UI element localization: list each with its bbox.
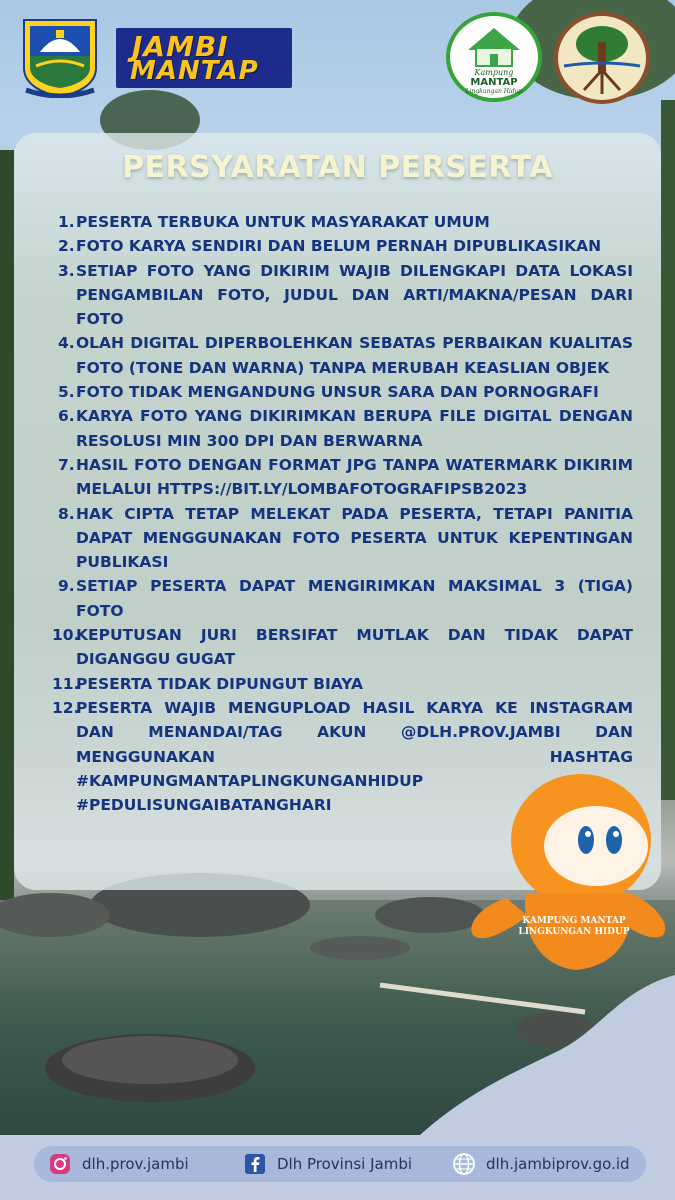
requirement-text: HAK CIPTA TETAP MELEKAT PADA PESERTA, TETAPI PANITIA DAPAT MENGGUNAKAN FOTO PESERTA UNTUK KEPENTINGAN PUBLIKASI [76, 504, 633, 572]
kampung-mantap-logo [446, 12, 542, 102]
requirement-number: 12. [52, 698, 80, 717]
mascot-label-line1: KAMPUNG MANTAP [522, 916, 626, 926]
requirement-item [58, 331, 633, 380]
requirement-text: SETIAP PESERTA DAPAT MENGIRIMKAN MAKSIMAL 3 (TIGA) FOTO [76, 577, 633, 620]
svg-text:Kampung: Kampung [474, 68, 514, 77]
svg-text:MANTAP: MANTAP [470, 77, 518, 88]
requirement-number: 7. [58, 455, 75, 474]
requirement-item [58, 502, 633, 575]
klhk-logo [554, 12, 650, 104]
requirement-item [58, 453, 633, 502]
svg-text:Lingkungan Hidup: Lingkungan Hidup [465, 88, 523, 95]
requirement-text: OLAH DIGITAL DIPERBOLEHKAN SEBATAS PERBAIKAN KUALITAS FOTO (TONE DAN WARNA) TANPA MERUBAH KEASLIAN OBJEK [76, 334, 633, 377]
requirement-text: FOTO KARYA SENDIRI DAN BELUM PERNAH DIPUBLIKASIKAN [76, 237, 602, 256]
requirement-number: 11. [52, 674, 80, 693]
requirement-item [52, 672, 633, 696]
requirement-number: 4. [58, 334, 75, 353]
requirement-item [58, 380, 633, 404]
logo-text-mantap: MANTAP [130, 56, 259, 86]
requirement-number: 8. [58, 504, 75, 523]
website-url: dlh.jambiprov.go.id [486, 1155, 630, 1173]
requirement-item [52, 623, 633, 672]
facebook-icon [243, 1152, 267, 1176]
requirement-text: PESERTA TERBUKA UNTUK MASYARAKAT UMUM [76, 213, 490, 231]
mascot-label-line2: LINGKUNGAN HIDUP [518, 927, 630, 937]
requirement-text: SETIAP FOTO YANG DIKIRIM WAJIB DILENGKAPI DATA LOKASI PENGAMBILAN FOTO, JUDUL DAN ARTI/MAKNA/PESAN DARI FOTO [76, 261, 633, 329]
requirement-text: KEPUTUSAN JURI BERSIFAT MUTLAK DAN TIDAK DAPAT DIGANGGU GUGAT [76, 626, 633, 669]
requirement-text: PESERTA TIDAK DIPUNGUT BIAYA [76, 674, 363, 693]
requirement-number: 3. [58, 261, 75, 280]
page-title: PERSYARATAN PERSERTA [122, 150, 553, 185]
requirement-number: 9. [58, 577, 75, 596]
requirement-text: KARYA FOTO YANG DIKIRIMKAN BERUPA FILE DIGITAL DENGAN RESOLUSI MIN 300 DPI DAN BERWARNA [76, 407, 633, 450]
footer-instagram[interactable] [48, 1151, 189, 1177]
globe-icon [452, 1152, 476, 1176]
requirement-number: 6. [58, 407, 75, 426]
instagram-handle: dlh.prov.jambi [82, 1155, 189, 1173]
requirement-text: FOTO TIDAK MENGANDUNG UNSUR SARA DAN PORNOGRAFI [76, 383, 599, 402]
requirement-item [58, 404, 633, 453]
mascot-label [514, 916, 634, 938]
jambi-mantap-logo [116, 28, 292, 88]
requirements-list [52, 210, 633, 817]
footer-website[interactable] [452, 1151, 630, 1177]
kampung-mantap-mascot [466, 768, 675, 978]
footer-facebook[interactable] [243, 1151, 412, 1177]
requirement-number: 2. [58, 237, 75, 256]
requirement-number: 10. [52, 626, 80, 645]
requirement-item [58, 574, 633, 623]
requirement-number: 5. [58, 383, 75, 402]
requirement-number: 1. [58, 213, 75, 231]
requirement-item [58, 259, 633, 332]
requirement-text: PESERTA WAJIB MENGUPLOAD HASIL KARYA KE INSTAGRAM DAN MENANDAI/TAG AKUN @DLH.PROV.JAMBI DAN MENGGUNAKAN HASHTAG #KAMPUNGMANTAPLINGKUNGANHIDUP #PEDULISUNGAIBATANGHARI [76, 698, 633, 815]
logo-text-jambi: JAMBI [132, 30, 229, 63]
facebook-page: Dlh Provinsi Jambi [277, 1155, 413, 1173]
requirement-text: HASIL FOTO DENGAN FORMAT JPG TANPA WATERMARK DIKIRIM MELALUI HTTPS://BIT.LY/LOMBAFOTOGRAFIPSB2023 [76, 455, 633, 499]
requirement-item [58, 234, 633, 258]
jambi-province-emblem [18, 16, 102, 98]
requirement-item [58, 210, 633, 234]
instagram-icon [48, 1152, 72, 1176]
